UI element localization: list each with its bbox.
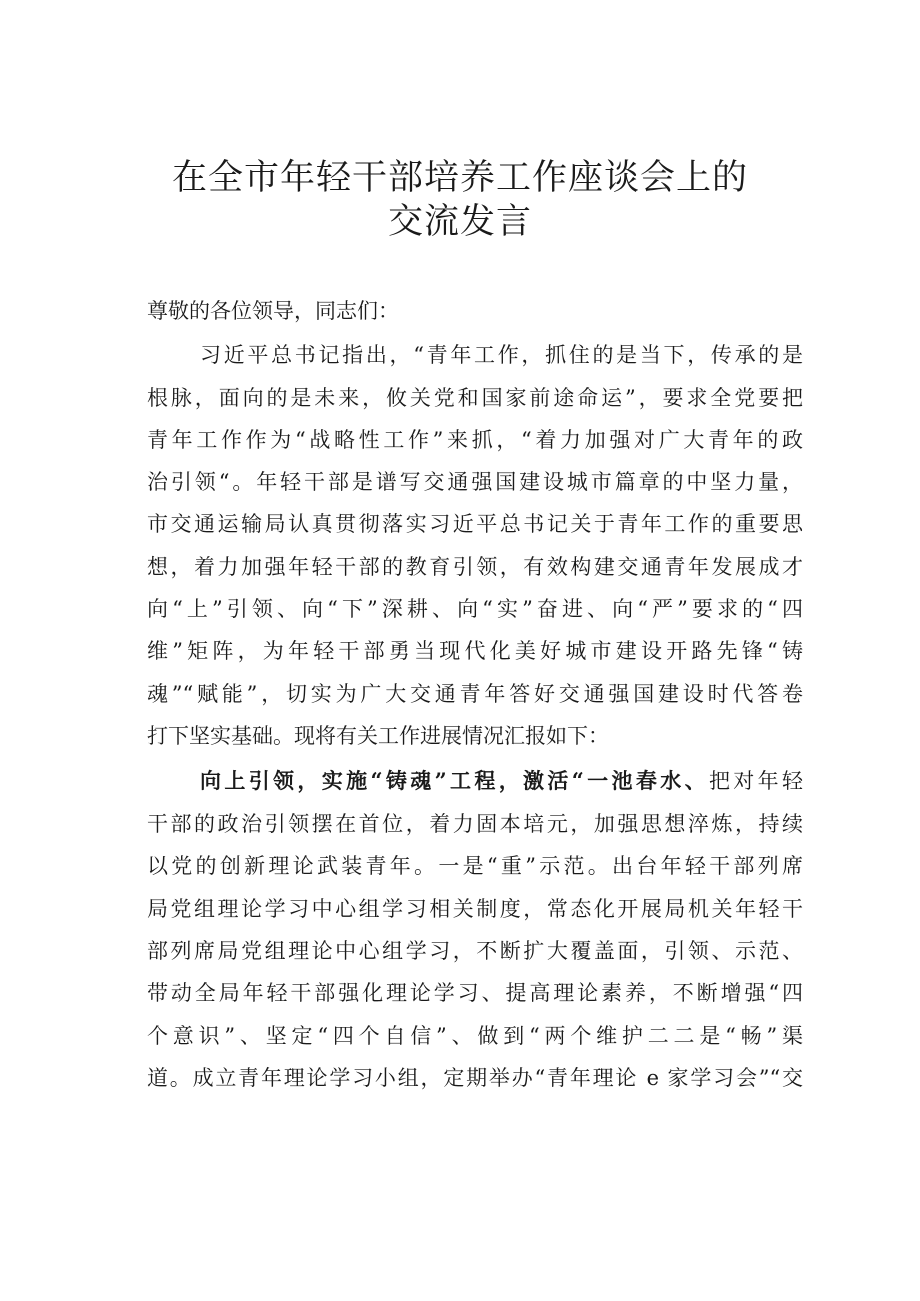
- intro-line: 根脉，面向的是未来，攸关党和国家前途命运”，要求全党要把: [147, 386, 803, 410]
- section-1-line: 带动全局年轻干部强化理论学习、提高理论素养，不断增强“四: [147, 981, 803, 1005]
- intro-line: 市交通运输局认真贯彻落实习近平总书记关于青年工作的重要思: [147, 512, 803, 536]
- section-1-line: 道。成立青年理论学习小组，定期举办“青年理论 e 家学习会”“交: [147, 1066, 803, 1090]
- section-1-line: 以党的创新理论武装青年。一是“重”示范。出台年轻干部列席: [147, 854, 803, 878]
- section-heading: 向上引领，实施“铸魂”工程，激活“一池春水、: [200, 768, 709, 793]
- intro-line: 维”矩阵，为年轻干部勇当现代化美好城市建设开路先锋“铸: [147, 639, 803, 663]
- intro-line: 治引领“。年轻干部是谱写交通强国建设城市篇章的中坚力量，: [147, 470, 803, 494]
- intro-line: 想，着力加强年轻干部的教育引领，有效构建交通青年发展成才: [147, 555, 803, 579]
- intro-line: 青年工作作为“战略性工作”来抓，“着力加强对广大青年的政: [147, 428, 803, 452]
- section-1-line: 干部的政治引领摆在首位，着力固本培元，加强思想淬炼，持续: [147, 812, 803, 836]
- document-title-line-1: 在全市年轻干部培养工作座谈会上的: [171, 158, 748, 198]
- intro-line: 习近平总书记指出，“青年工作，抓住的是当下，传承的是: [200, 343, 803, 367]
- document-title-line-2: 交流发言: [387, 202, 532, 242]
- intro-line: 向“上”引领、向“下”深耕、向“实”奋进、向“严”要求的“四: [147, 597, 803, 621]
- intro-line: 打下坚实基础。现将有关工作进展情况汇报如下：: [147, 724, 609, 748]
- section-1-text: 把对年轻: [708, 769, 803, 793]
- salutation: 尊敬的各位领导，同志们：: [147, 299, 399, 323]
- section-1-line: 局党组理论学习中心组学习相关制度，常态化开展局机关年轻干: [147, 897, 803, 921]
- section-1-line: 部列席局党组理论中心组学习，不断扩大覆盖面，引领、示范、: [147, 939, 803, 963]
- intro-line: 魂”“赋能”，切实为广大交通青年答好交通强国建设时代答卷: [147, 682, 803, 706]
- section-1-line: 个意识”、坚定“四个自信”、做到“两个维护二二是“畅”渠: [147, 1024, 803, 1048]
- section-1-first-line: [200, 766, 803, 796]
